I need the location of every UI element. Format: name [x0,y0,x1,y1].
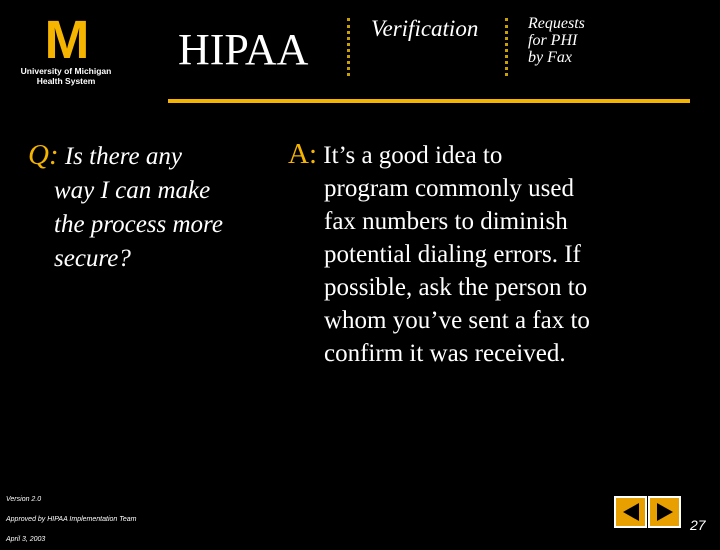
question-line: way I can make [54,177,211,204]
question-marker: Q: [28,139,59,171]
answer-text-1: It’s a good idea to [323,142,503,169]
answer-first-line [288,138,590,172]
answer-block [288,138,590,370]
section-label-requests [528,15,585,66]
next-slide-button[interactable] [648,496,681,528]
header-divider [505,18,508,76]
footer-version: Version 2.0 [6,496,42,503]
section-label-verification: Verification [371,16,479,41]
footer-info [6,490,136,550]
requests-line-3: by Fax [528,49,572,66]
logo-line-1: University of Michigan [20,66,112,76]
question-line: the process more [54,211,223,238]
requests-line-1: Requests [528,15,585,32]
university-logo [18,10,114,86]
page-title: HIPAA [178,25,309,74]
answer-line: potential dialing errors. If [324,241,581,268]
requests-line-2: for PHI [528,32,578,49]
logo-line-2: Health System [36,76,96,86]
question-text-1: Is there any [64,143,182,170]
header-rule [168,99,690,103]
answer-line: possible, ask the person to [324,274,588,301]
answer-line: program commonly used [324,175,574,202]
footer-date: April 3, 2003 [6,536,46,543]
question-line: secure? [54,245,131,272]
answer-marker: A: [288,138,317,170]
left-arrow-icon [619,501,643,523]
answer-line: fax numbers to diminish [324,208,568,235]
question-block [28,138,223,276]
answer-line: confirm it was received. [324,340,566,367]
page-number: 27 [690,517,706,533]
right-arrow-icon [653,501,677,523]
header-divider [347,18,350,76]
block-m-icon: M [44,10,88,70]
answer-line: whom you’ve sent a fax to [324,307,590,334]
previous-slide-button[interactable] [614,496,647,528]
footer-approval: Approved by HIPAA Implementation Team [6,516,137,523]
question-first-line [28,138,223,174]
